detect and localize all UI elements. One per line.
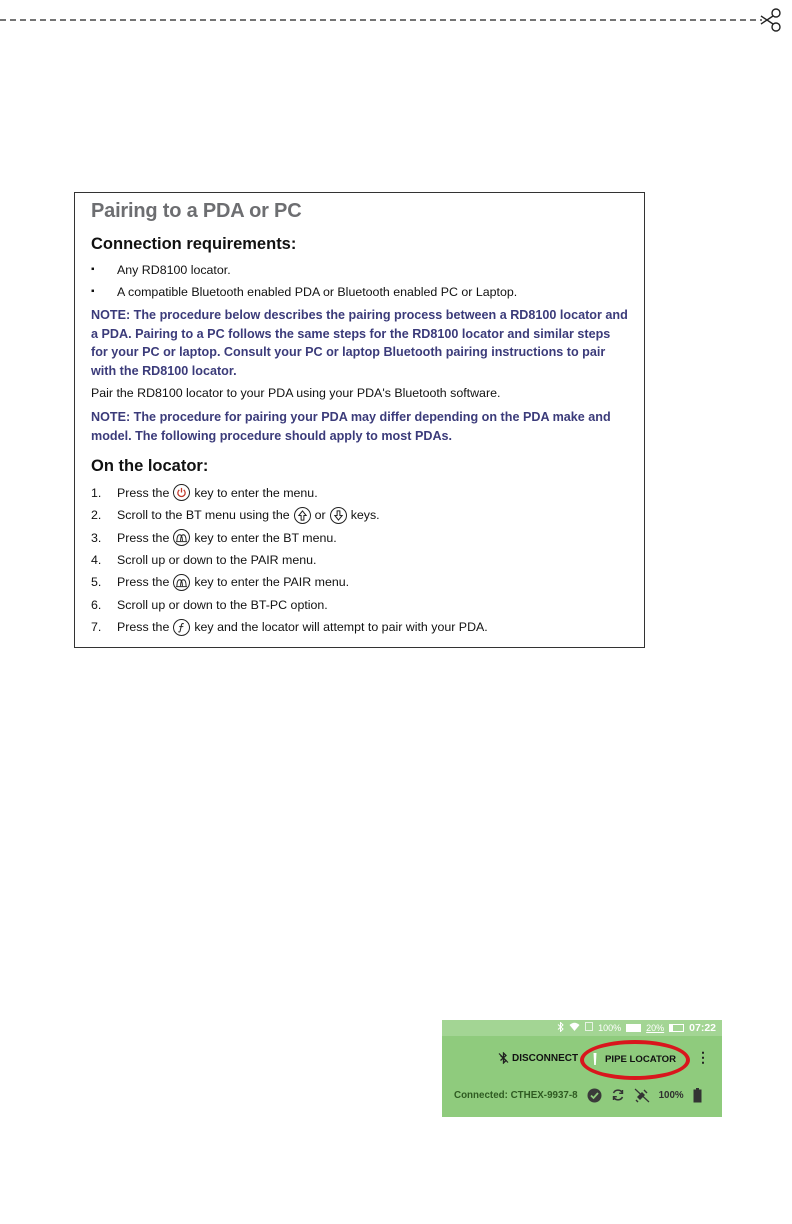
clock: 07:22 bbox=[689, 1022, 716, 1034]
step-item: 7. Press the key and the locator will attempt to pair with your PDA. bbox=[91, 620, 488, 635]
antenna-key-icon bbox=[173, 574, 190, 591]
step-item: 2. Scroll to the BT menu using the or keys. bbox=[91, 508, 380, 523]
step-item: 5. Press the key to enter the PAIR menu. bbox=[91, 575, 350, 590]
power-key-icon bbox=[173, 484, 190, 501]
requirements-heading: Connection requirements: bbox=[91, 235, 297, 253]
check-circle-icon bbox=[587, 1088, 602, 1103]
steps-list bbox=[91, 482, 628, 639]
function-key-icon bbox=[173, 619, 190, 636]
step-item: 6. Scroll up or down to the BT-PC option. bbox=[91, 597, 328, 612]
locator-heading: On the locator: bbox=[91, 456, 209, 475]
step-item: 4. Scroll up or down to the PAIR menu. bbox=[91, 552, 317, 567]
connection-row bbox=[442, 1084, 722, 1106]
action-row bbox=[442, 1036, 722, 1084]
device-battery-icon bbox=[693, 1088, 702, 1103]
step-item: 1. Press the key to enter the menu. bbox=[91, 485, 318, 500]
battery-icon bbox=[626, 1024, 641, 1032]
highlight-ring bbox=[580, 1040, 690, 1080]
document-title: Pairing to a PDA or PC bbox=[91, 200, 302, 222]
note-pda-variation: NOTE: The procedure for pairing your PDA may differ depending on the PDA make and model. The following procedure should apply to most PDAs. bbox=[91, 410, 611, 443]
disconnect-label: DISCONNECT bbox=[512, 1052, 579, 1064]
note-pairing: NOTE: The procedure below describes the pairing process between a RD8100 locator and a PDA. Pairing to a PC follows the same steps for the RD8100 locator and similar steps for your PC or laptop. Consult your PC or laptop Bluetooth pairing instructions to pair with the RD8100 locator. bbox=[91, 308, 628, 378]
bluetooth-icon bbox=[557, 1022, 564, 1035]
gps-off-icon bbox=[634, 1088, 650, 1103]
battery-2-text: 20% bbox=[646, 1023, 665, 1033]
scissors-icon bbox=[761, 9, 780, 31]
antenna-key-icon bbox=[173, 529, 190, 546]
connected-status: Connected: CTHEX-9937-8 bbox=[454, 1089, 578, 1101]
requirements-list bbox=[91, 259, 628, 303]
battery-1-text: 100% bbox=[598, 1023, 622, 1033]
pipe-locator-label: PIPE LOCATOR bbox=[605, 1053, 677, 1065]
step-item: 3. Press the key to enter the BT menu. bbox=[91, 530, 337, 545]
device-battery-percent: 100% bbox=[658, 1089, 684, 1101]
manual-excerpt bbox=[74, 192, 645, 648]
app-status-panel bbox=[442, 1020, 722, 1117]
more-options-icon[interactable]: ⋮ bbox=[696, 1049, 710, 1065]
list-item: ▪ A compatible Bluetooth enabled PDA or Bluetooth enabled PC or Laptop. bbox=[91, 281, 628, 303]
battery-low-icon bbox=[669, 1024, 684, 1032]
down-arrow-key-icon bbox=[330, 507, 347, 524]
bullet-icon: ▪ bbox=[91, 286, 95, 297]
pairing-instruction: Pair the RD8100 locator to your PDA using your PDA's Bluetooth software. bbox=[91, 386, 501, 401]
list-item: ▪ Any RD8100 locator. bbox=[91, 259, 628, 281]
status-bar bbox=[442, 1020, 722, 1036]
disconnect-button[interactable] bbox=[498, 1052, 578, 1064]
sync-icon[interactable] bbox=[611, 1088, 625, 1102]
up-arrow-key-icon bbox=[294, 507, 311, 524]
bullet-icon: ▪ bbox=[91, 264, 95, 275]
signal-icon bbox=[585, 1022, 593, 1034]
cut-line bbox=[0, 0, 792, 40]
wifi-icon bbox=[569, 1022, 580, 1034]
bluetooth-disabled-icon bbox=[498, 1052, 509, 1064]
